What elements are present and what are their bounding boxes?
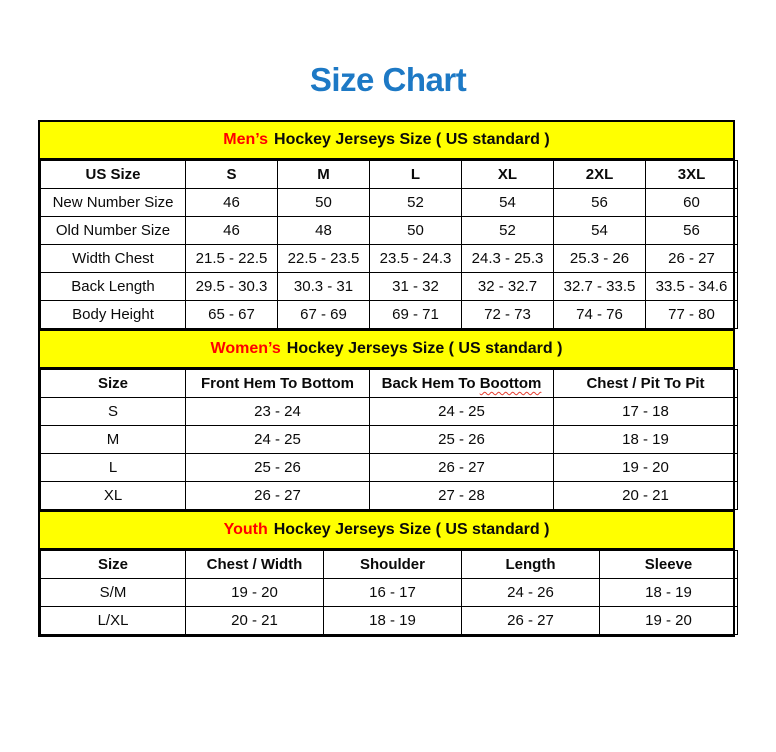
column-header: Front Hem To Bottom <box>186 370 370 398</box>
column-header: M <box>278 161 370 189</box>
column-header: L <box>370 161 462 189</box>
column-header: Size <box>41 370 186 398</box>
value-cell: 16 - 17 <box>324 579 462 607</box>
column-header: Back Hem To Boottom <box>370 370 554 398</box>
table-row <box>41 607 738 635</box>
value-cell: 26 - 27 <box>370 454 554 482</box>
section-band-mens <box>40 122 733 160</box>
column-header: Chest / Pit To Pit <box>554 370 738 398</box>
value-cell: 69 - 71 <box>370 301 462 329</box>
row-label: L/XL <box>41 607 186 635</box>
value-cell: 56 <box>554 189 646 217</box>
value-cell: 60 <box>646 189 738 217</box>
value-cell: 26 - 27 <box>186 482 370 510</box>
value-cell: 25 - 26 <box>186 454 370 482</box>
table-row <box>41 245 738 273</box>
table-row <box>41 189 738 217</box>
value-cell: 24 - 26 <box>462 579 600 607</box>
column-header: Sleeve <box>600 551 738 579</box>
band-text: Hockey Jerseys Size ( US standard ) <box>286 340 563 357</box>
value-cell: 24.3 - 25.3 <box>462 245 554 273</box>
value-cell: 31 - 32 <box>370 273 462 301</box>
size-chart <box>38 120 735 637</box>
value-cell: 22.5 - 23.5 <box>278 245 370 273</box>
page-title: Size Chart <box>309 61 467 98</box>
value-cell: 19 - 20 <box>186 579 324 607</box>
section-band-womens <box>40 329 733 369</box>
row-label: Width Chest <box>41 245 186 273</box>
value-cell: 17 - 18 <box>554 398 738 426</box>
table-row <box>41 579 738 607</box>
row-label: S/M <box>41 579 186 607</box>
header-row <box>41 161 738 189</box>
value-cell: 20 - 21 <box>554 482 738 510</box>
column-header: XL <box>462 161 554 189</box>
misspelled-word: Boottom <box>479 375 542 392</box>
table-mens <box>40 160 738 329</box>
value-cell: 21.5 - 22.5 <box>186 245 278 273</box>
row-label: XL <box>41 482 186 510</box>
value-cell: 25.3 - 26 <box>554 245 646 273</box>
table-row <box>41 273 738 301</box>
value-cell: 24 - 25 <box>370 398 554 426</box>
section-womens <box>40 329 733 510</box>
value-cell: 32 - 32.7 <box>462 273 554 301</box>
value-cell: 24 - 25 <box>186 426 370 454</box>
column-header: 2XL <box>554 161 646 189</box>
value-cell: 27 - 28 <box>370 482 554 510</box>
value-cell: 18 - 19 <box>554 426 738 454</box>
band-text: Hockey Jerseys Size ( US standard ) <box>274 131 550 148</box>
value-cell: 46 <box>186 217 278 245</box>
table-row <box>41 398 738 426</box>
row-label: New Number Size <box>41 189 186 217</box>
value-cell: 23 - 24 <box>186 398 370 426</box>
table-youth <box>40 550 738 635</box>
value-cell: 26 - 27 <box>646 245 738 273</box>
column-header: Size <box>41 551 186 579</box>
header-row <box>41 370 738 398</box>
value-cell: 72 - 73 <box>462 301 554 329</box>
table-row <box>41 217 738 245</box>
value-cell: 25 - 26 <box>370 426 554 454</box>
value-cell: 65 - 67 <box>186 301 278 329</box>
column-header: Chest / Width <box>186 551 324 579</box>
row-label: Back Length <box>41 273 186 301</box>
value-cell: 46 <box>186 189 278 217</box>
column-header: US Size <box>41 161 186 189</box>
value-cell: 56 <box>646 217 738 245</box>
value-cell: 18 - 19 <box>324 607 462 635</box>
column-header: S <box>186 161 278 189</box>
table-row <box>41 301 738 329</box>
row-label: S <box>41 398 186 426</box>
value-cell: 77 - 80 <box>646 301 738 329</box>
section-mens <box>40 122 733 329</box>
row-label: Old Number Size <box>41 217 186 245</box>
column-header: 3XL <box>646 161 738 189</box>
value-cell: 50 <box>278 189 370 217</box>
value-cell: 18 - 19 <box>600 579 738 607</box>
section-youth <box>40 510 733 635</box>
value-cell: 19 - 20 <box>600 607 738 635</box>
table-row <box>41 426 738 454</box>
value-cell: 52 <box>370 189 462 217</box>
value-cell: 52 <box>462 217 554 245</box>
value-cell: 48 <box>278 217 370 245</box>
row-label: M <box>41 426 186 454</box>
value-cell: 54 <box>554 217 646 245</box>
value-cell: 29.5 - 30.3 <box>186 273 278 301</box>
column-header: Shoulder <box>324 551 462 579</box>
value-cell: 67 - 69 <box>278 301 370 329</box>
band-text: Hockey Jerseys Size ( US standard ) <box>273 521 550 538</box>
value-cell: 33.5 - 34.6 <box>646 273 738 301</box>
value-cell: 74 - 76 <box>554 301 646 329</box>
row-label: L <box>41 454 186 482</box>
column-header: Length <box>462 551 600 579</box>
value-cell: 54 <box>462 189 554 217</box>
section-band-youth <box>40 510 733 550</box>
band-highlight: Youth <box>223 521 268 538</box>
value-cell: 26 - 27 <box>462 607 600 635</box>
table-row <box>41 454 738 482</box>
table-womens <box>40 369 738 510</box>
value-cell: 23.5 - 24.3 <box>370 245 462 273</box>
value-cell: 50 <box>370 217 462 245</box>
band-highlight: Women’s <box>210 340 281 357</box>
header-row <box>41 551 738 579</box>
band-highlight: Men’s <box>223 131 269 148</box>
table-row <box>41 482 738 510</box>
value-cell: 19 - 20 <box>554 454 738 482</box>
value-cell: 20 - 21 <box>186 607 324 635</box>
row-label: Body Height <box>41 301 186 329</box>
value-cell: 32.7 - 33.5 <box>554 273 646 301</box>
value-cell: 30.3 - 31 <box>278 273 370 301</box>
